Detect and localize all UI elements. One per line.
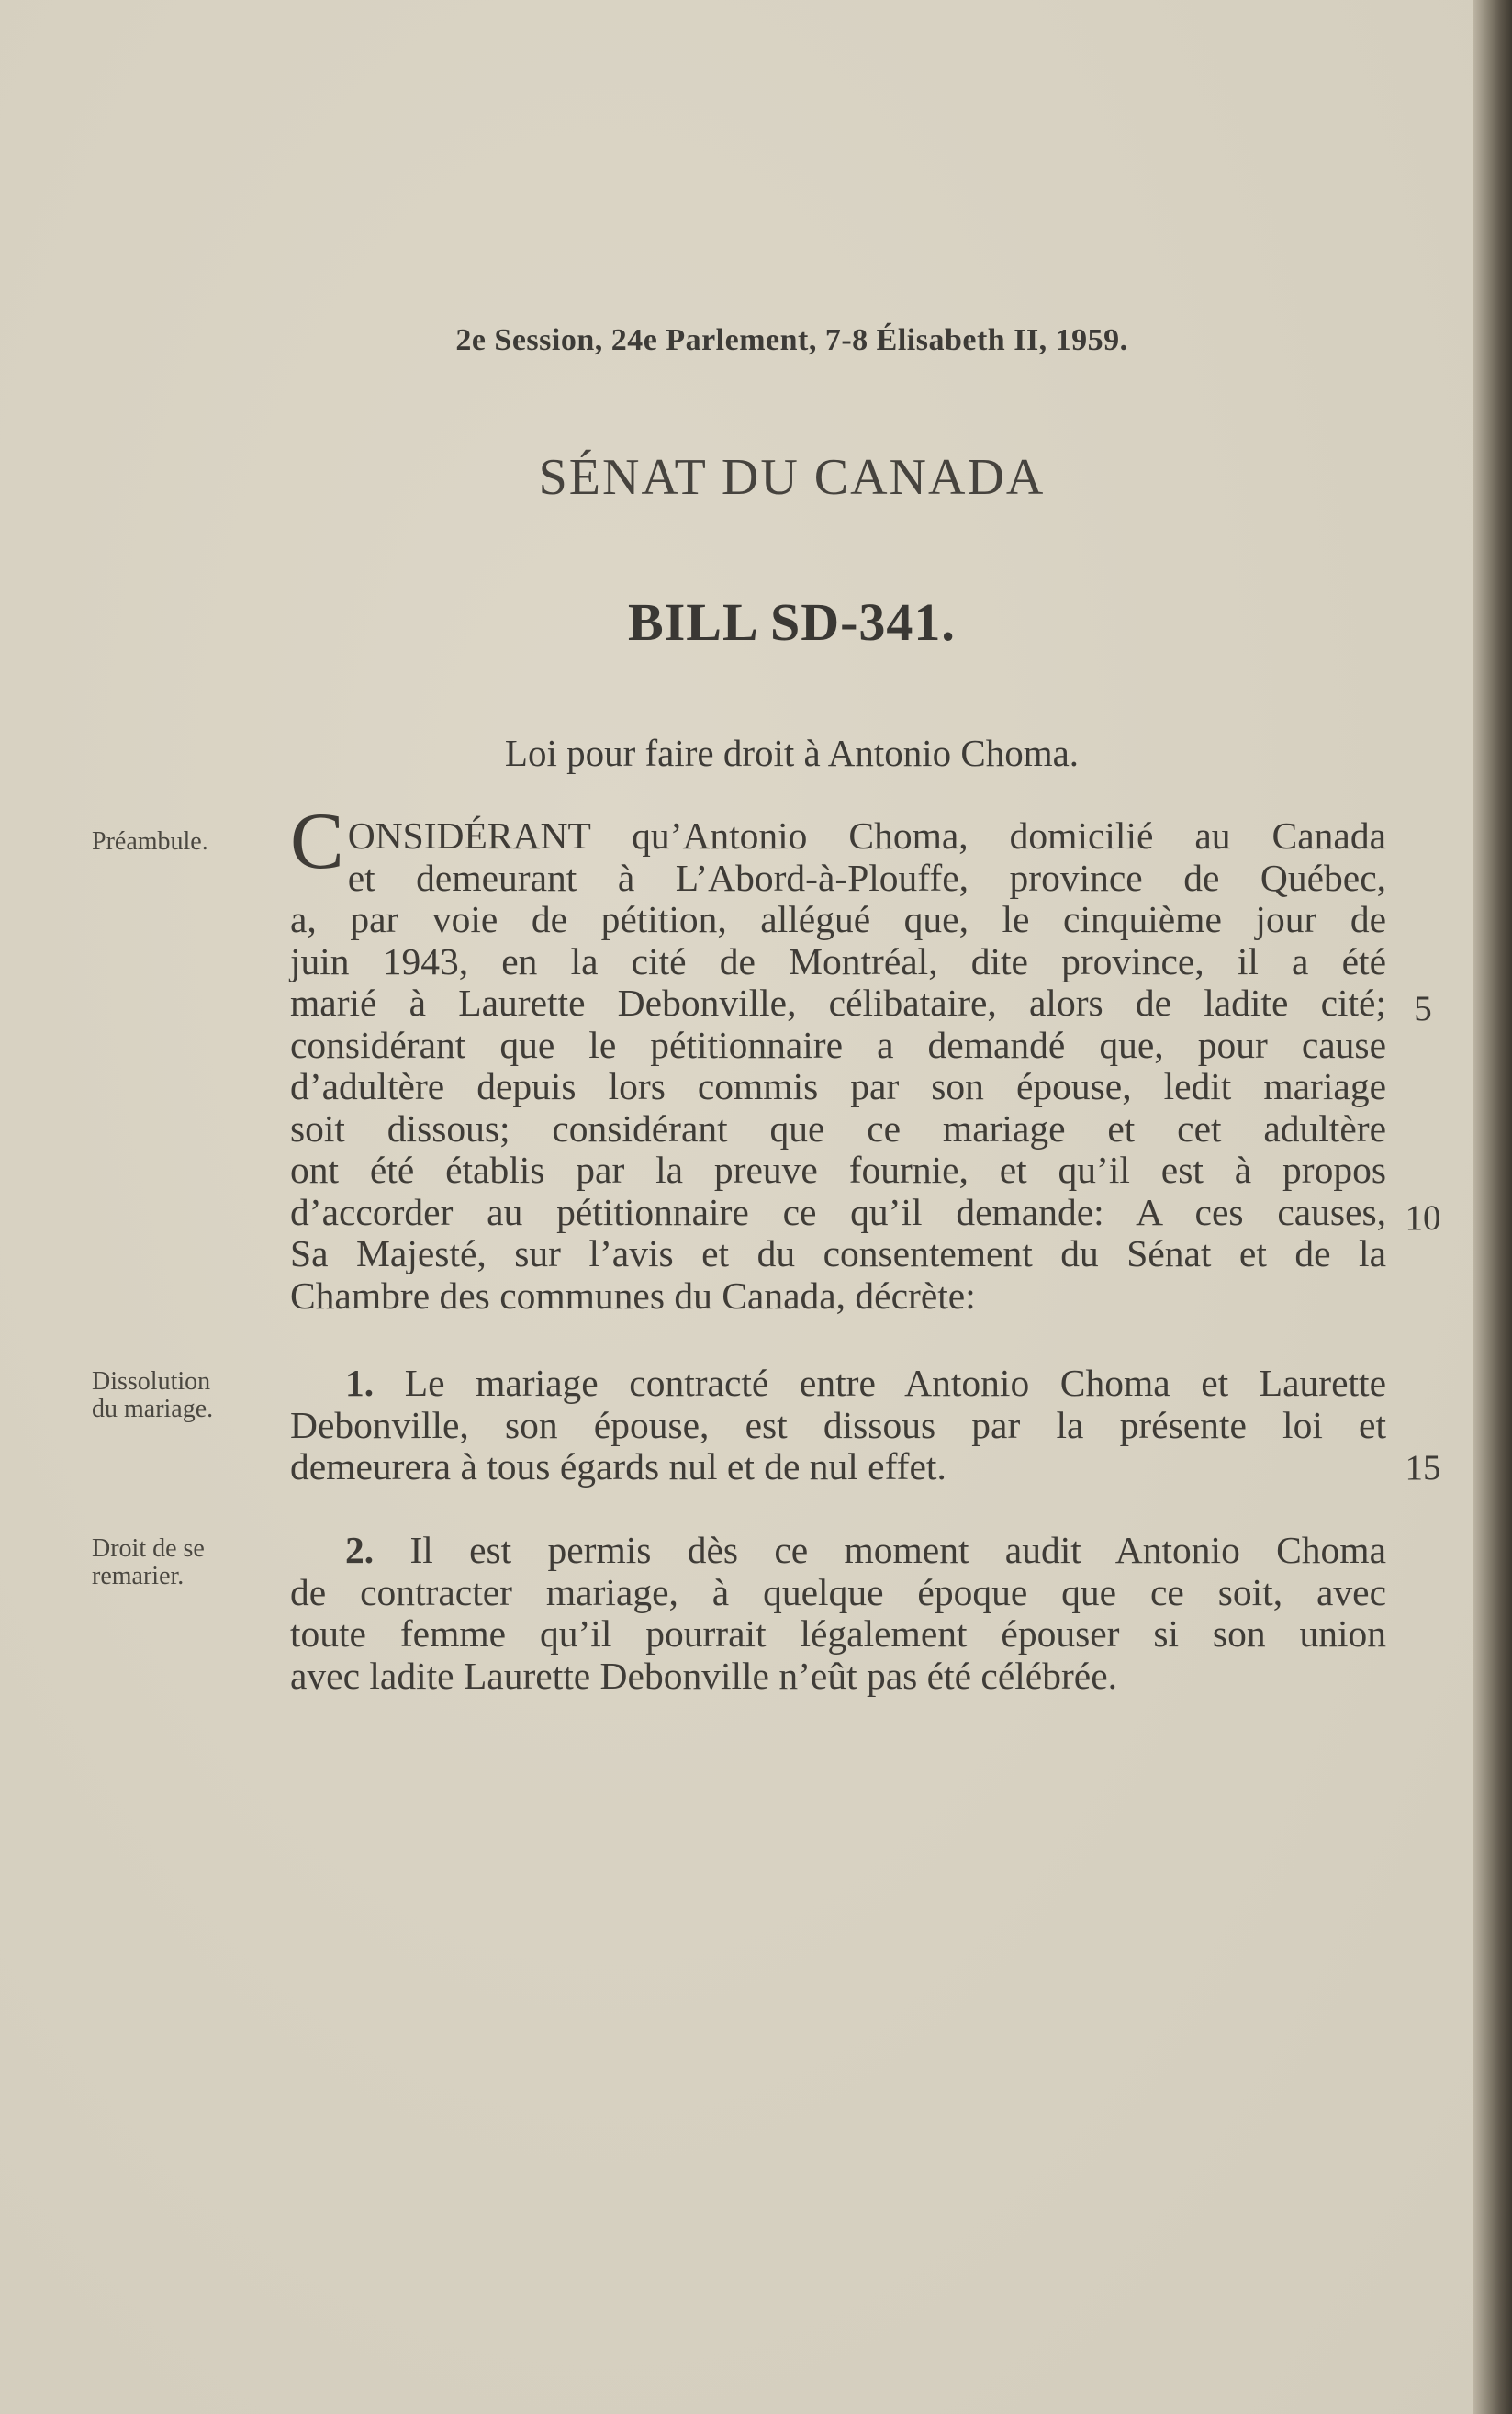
margin-note-dissolution	[92, 1368, 257, 1423]
margin-note-remarry	[92, 1535, 257, 1590]
preamble-line: marié à Laurette Debonville, célibataire, alors de ladite cité;	[290, 982, 1386, 1024]
senate-title: SÉNAT DU CANADA	[538, 449, 1046, 506]
preamble-line: considérant que le pétitionnaire a demandé que, pour cause	[290, 1023, 1386, 1066]
section-1-line-text: Le mariage contracté entre Antonio Choma et Laurette	[404, 1362, 1387, 1404]
margin-note-preamble: Préambule.	[92, 827, 208, 856]
preamble-text	[290, 797, 1386, 1317]
preamble-line: Chambre des communes du Canada, décrète:	[290, 1274, 976, 1317]
section-2-line: toute femme qu’il pourrait légalement épouser si son union	[290, 1612, 1386, 1655]
preamble-line: ont été établis par la preuve fournie, et qu’il est à propos	[290, 1149, 1386, 1191]
margin-note-dissolution-line1: Dissolution	[92, 1367, 211, 1396]
section-2	[290, 1530, 1386, 1697]
section-2-line-text: Il est permis dès ce moment audit Antonio Choma	[409, 1529, 1387, 1571]
margin-note-remarry-line2: remarier.	[92, 1562, 185, 1590]
margin-note-remarry-line1: Droit de se	[92, 1534, 205, 1563]
preamble-line: d’adultère depuis lors commis par son épouse, ledit mariage	[290, 1065, 1386, 1107]
line-number-5: 5	[1414, 989, 1432, 1028]
section-1-line	[290, 1363, 1386, 1405]
section-1-line: Debonville, son épouse, est dissous par la présente loi et	[290, 1403, 1386, 1446]
section-2-line: de contracter mariage, à quelque époque que ce soit, avec	[290, 1570, 1386, 1613]
line-number-15: 15	[1405, 1448, 1441, 1488]
bill-subtitle: Loi pour faire droit à Antonio Choma.	[504, 732, 1080, 774]
margin-note-dissolution-line2: du mariage.	[92, 1395, 214, 1423]
page-binding-edge	[1473, 0, 1512, 2414]
section-2-number: 2.	[345, 1529, 375, 1571]
section-2-line: avec ladite Laurette Debonville n’eût pas été célébrée.	[290, 1654, 1117, 1697]
session-line: 2e Session, 24e Parlement, 7-8 Élisabeth II, 1959.	[455, 323, 1128, 357]
line-number-10: 10	[1405, 1198, 1441, 1238]
section-1	[290, 1363, 1386, 1488]
bill-number: BILL SD-341.	[628, 592, 956, 652]
preamble-line: a, par voie de pétition, allégué que, le cinquième jour de	[290, 898, 1386, 940]
preamble-line: juin 1943, en la cité de Montréal, dite province, il a été	[290, 939, 1386, 982]
preamble-line: soit dissous; considérant que ce mariage et cet adultère	[290, 1106, 1386, 1150]
preamble-line: et demeurant à L’Abord-à-Plouffe, province de Québec,	[347, 856, 1386, 899]
preamble-line: ONSIDÉRANT qu’Antonio Choma, domicilié au Canada	[347, 814, 1386, 857]
preamble-line: d’accorder au pétitionnaire ce qu’il demande: A ces causes,	[290, 1190, 1386, 1233]
section-2-line	[290, 1530, 1386, 1572]
section-1-line: demeurera à tous égards nul et de nul effet.	[290, 1445, 946, 1488]
preamble-line: Sa Majesté, sur l’avis et du consentement du Sénat et de la	[290, 1232, 1386, 1274]
section-1-number: 1.	[345, 1362, 375, 1404]
preamble-dropcap: C	[290, 797, 344, 886]
